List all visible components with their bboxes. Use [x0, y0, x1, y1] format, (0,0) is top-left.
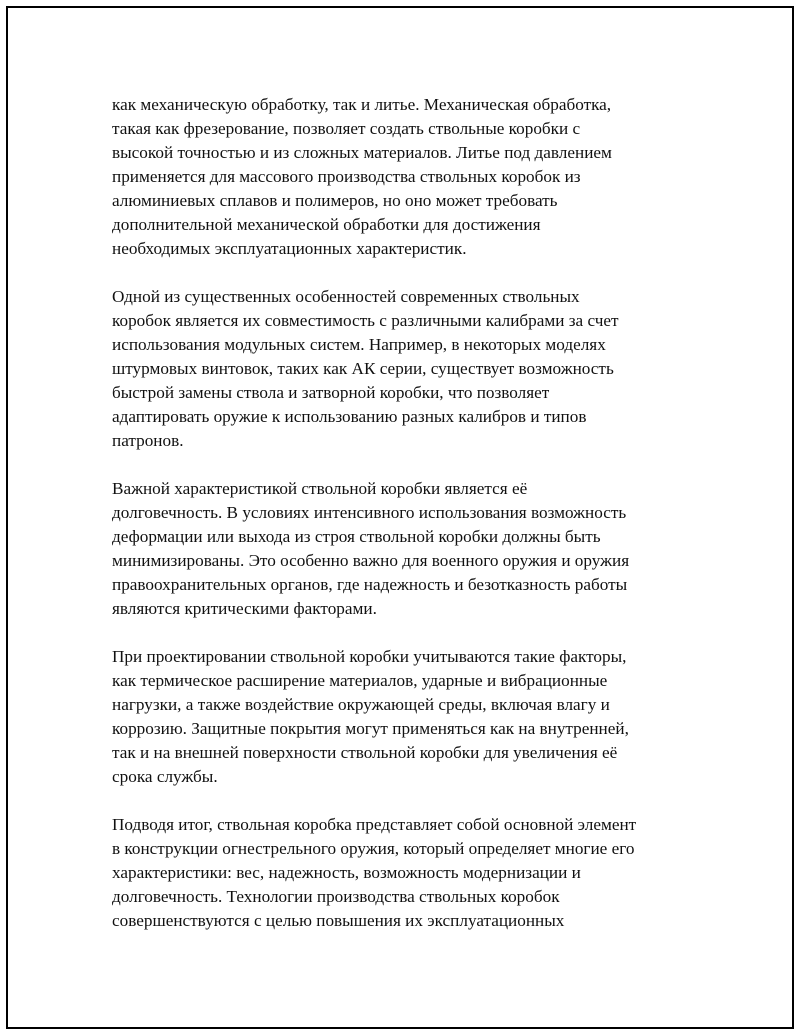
- text-line: совершенствуются с целью повышения их эксплуатационных: [112, 911, 565, 930]
- text-line: правоохранительных органов, где надежность и безотказность работы: [112, 575, 628, 594]
- text-line: высокой точностью и из сложных материалов. Литье под давлением: [112, 143, 612, 162]
- text-line: минимизированы. Это особенно важно для военного оружия и оружия: [112, 551, 630, 570]
- text-line: патронов.: [112, 431, 184, 450]
- paragraph: [112, 645, 692, 789]
- document-body: [112, 93, 692, 957]
- text-line: в конструкции огнестрельного оружия, который определяет многие его: [112, 839, 635, 858]
- paragraph: [112, 93, 692, 261]
- text-line: необходимых эксплуатационных характеристик.: [112, 239, 467, 258]
- text-line: быстрой замены ствола и затворной коробки, что позволяет: [112, 383, 550, 402]
- text-line: такая как фрезерование, позволяет создать ствольные коробки с: [112, 119, 581, 138]
- text-line: являются критическими факторами.: [112, 599, 377, 618]
- text-line: характеристики: вес, надежность, возможность модернизации и: [112, 863, 581, 882]
- text-line: долговечность. В условиях интенсивного использования возможность: [112, 503, 627, 522]
- text-line: так и на внешней поверхности ствольной коробки для увеличения её: [112, 743, 618, 762]
- text-line: как термическое расширение материалов, ударные и вибрационные: [112, 671, 608, 690]
- text-line: коррозию. Защитные покрытия могут применяться как на внутренней,: [112, 719, 629, 738]
- text-line: долговечность. Технологии производства ствольных коробок: [112, 887, 560, 906]
- text-line: применяется для массового производства ствольных коробок из: [112, 167, 581, 186]
- text-line: нагрузки, а также воздействие окружающей среды, включая влагу и: [112, 695, 610, 714]
- text-line: как механическую обработку, так и литье. Механическая обработка,: [112, 95, 612, 114]
- paragraph: [112, 477, 692, 621]
- text-line: алюминиевых сплавов и полимеров, но оно может требовать: [112, 191, 558, 210]
- text-line: При проектировании ствольной коробки учитываются такие факторы,: [112, 647, 627, 666]
- text-line: коробок является их совместимость с различными калибрами за счет: [112, 311, 619, 330]
- paragraph: [112, 813, 692, 933]
- text-line: дополнительной механической обработки для достижения: [112, 215, 541, 234]
- text-line: использования модульных систем. Например, в некоторых моделях: [112, 335, 606, 354]
- paragraph: [112, 285, 692, 453]
- text-line: адаптировать оружие к использованию разных калибров и типов: [112, 407, 587, 426]
- text-line: срока службы.: [112, 767, 218, 786]
- text-line: деформации или выхода из строя ствольной коробки должны быть: [112, 527, 601, 546]
- text-line: Одной из существенных особенностей современных ствольных: [112, 287, 580, 306]
- text-line: Важной характеристикой ствольной коробки является её: [112, 479, 528, 498]
- text-line: Подводя итог, ствольная коробка представляет собой основной элемент: [112, 815, 637, 834]
- text-line: штурмовых винтовок, таких как АК серии, существует возможность: [112, 359, 614, 378]
